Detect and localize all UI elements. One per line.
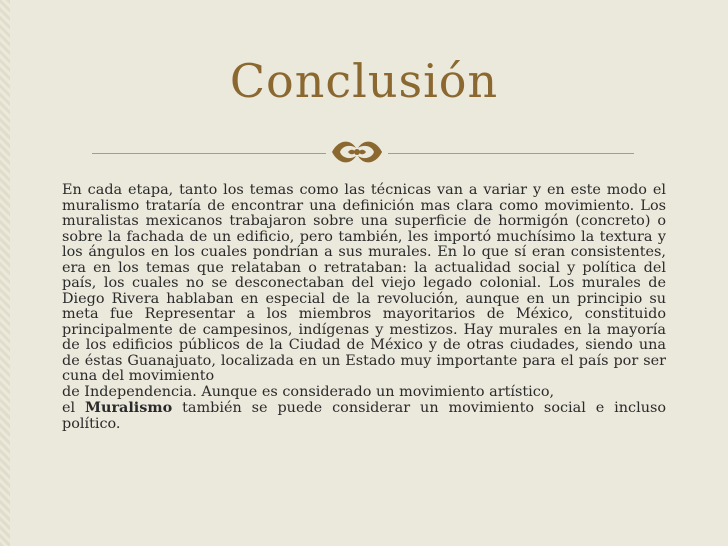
paragraph-3-end: también se puede considerar un movimiento social e incluso político. <box>62 400 667 432</box>
divider-line-left <box>92 153 326 154</box>
paragraph-2: de Independencia. Aunque es considerado un movimiento artístico, <box>62 383 555 400</box>
body-text <box>62 183 666 432</box>
divider-line-right <box>388 153 634 154</box>
paragraph-3 <box>62 400 666 432</box>
fleuron-ornament-icon <box>328 134 386 170</box>
paragraph-3-bold-term: Muralismo <box>85 399 173 416</box>
paragraph-1: En cada etapa, tanto los temas como las técnicas van a variar y en este modo el muralismo trataría de encontrar una definición mas clara como movimiento. Los muralistas mexicanos trabajaron sobre una superficie de hormigón (concreto) o sobre la fachada de un edificio, pero también, les importó muchísimo la textura y los ángulos en los cuales pondrían a sus murales. En lo que sí eran consistentes, era en los temas que relataban o retrataban: la actualidad social y política del país, los cuales no se desconectaban del viejo legado colonial. Los murales de Diego Rivera hablaban en especial de la revolución, aunque en un principio su meta fue Representar a los miembros mayoritarios de México, constituido principalmente de campesinos, indígenas y mestizos. Hay murales en la mayoría de los edificios públicos de la Ciudad de México y de otras ciudades, siendo una de éstas Guanajuato, localizada en un Estado muy importante para el país por ser cuna del movimiento <box>62 182 666 384</box>
paragraph-3-start: el <box>62 400 76 416</box>
slide-title: Conclusión <box>229 54 499 108</box>
